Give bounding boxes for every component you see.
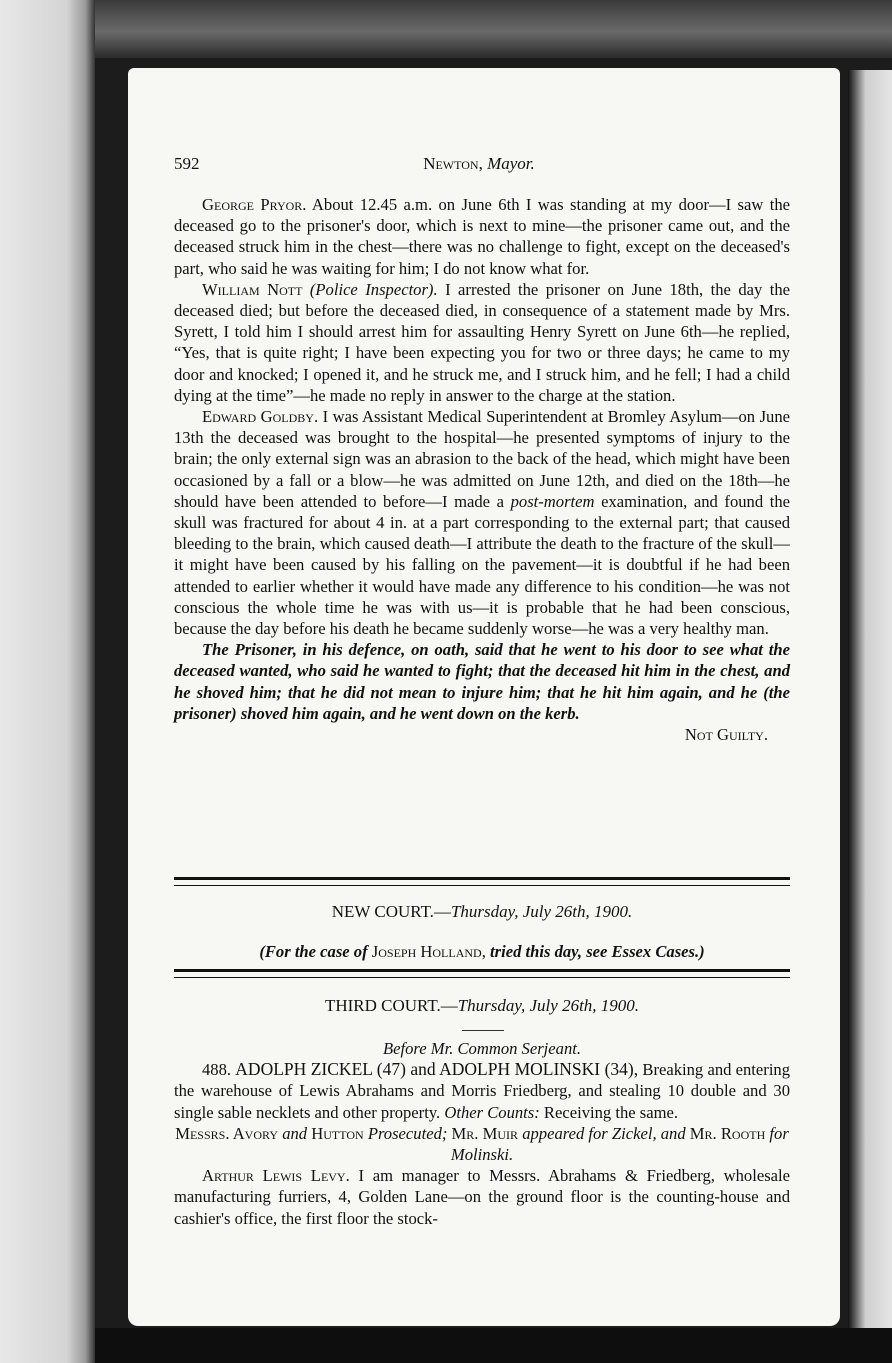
witness-nott: [174, 279, 790, 406]
witness-name: Edward Goldby.: [202, 407, 319, 427]
short-rule: [462, 1030, 504, 1031]
witness-goldby: [174, 406, 790, 639]
witness-testimony: I arrested the prisoner on June 18th, the day the deceased died; but before the deceased died, in consequence of a statement made by Mrs. Syrett, I told him I should arrest him for assaulting Henry Syrett on June 6th—he replied, “Yes, that is quite right; I have been expecting you for two or three days; he came to my door and knocked; I opened it, and he struck me, and I struck him, and he fell; I had a child dying at the time”—he made no reply in answer to the charge at the station.: [174, 279, 791, 405]
scan-margin-left: [0, 0, 95, 1363]
verdict: Not Guilty.: [684, 725, 768, 745]
third-court-heading: THIRD COURT.—Thursday, July 26th, 1900.: [324, 996, 640, 1015]
running-title-role: Mayor.: [487, 154, 535, 173]
court-title: THIRD COURT.: [324, 996, 441, 1015]
facing-page-edge: [848, 70, 892, 1328]
page-number: 592: [174, 154, 200, 173]
running-title-name: Newton: [423, 154, 479, 173]
court-date: Thursday, July 26th, 1900.: [450, 902, 633, 921]
witness-levy: [174, 1165, 790, 1229]
case-number: 488.: [202, 1060, 232, 1080]
section-divider: [174, 877, 790, 886]
court-title: NEW COURT.: [331, 902, 434, 921]
court-date: Thursday, July 26th, 1900.: [457, 996, 640, 1015]
counsel-line: Messrs. Avory and Hutton Prosecuted; Mr. Muir appeared for Zickel, and Mr. Rooth for Molinski.: [175, 1123, 789, 1165]
prisoner-defence: The Prisoner, in his defence, on oath, said that he went to his door to see what the deceased wanted, who said he wanted to fight; that the deceased hit him in the chest, and he shoved him; that he did not mean to injure him; that he hit him again, and he (the prisoner) shoved him again, and he went down on the kerb.: [174, 640, 790, 723]
new-court-heading: NEW COURT.—Thursday, July 26th, 1900.: [331, 902, 633, 921]
witness-pryor: [174, 194, 790, 279]
witness-name: Arthur Lewis Levy.: [202, 1166, 350, 1186]
case-heading: [174, 1059, 790, 1123]
witness-name: George Pryor.: [202, 195, 307, 214]
defendants: ADOLPH ZICKEL (47) and ADOLPH MOLINSKI (34),: [235, 1059, 639, 1080]
newton-case-text: [174, 194, 790, 745]
witness-testimony: I am manager to Messrs. Abrahams & Friedberg, wholesale manufacturing furriers, 4, Golden Lane—on the ground floor is the counting-house and cashier's office, the first floor the stock-: [174, 1166, 790, 1228]
section-divider: [174, 969, 790, 978]
charge: Breaking and entering the warehouse of Lewis Abrahams and Morris Friedberg, and stealing 10 double and 30 single sable necklets and other property.: [174, 1060, 791, 1122]
witness-testimony: About 12.45 a.m. on June 6th I was standing at my door—I saw the deceased go to the prisoner's door, which is next to mine—the prisoner came out, and the deceased struck him in the chest—there was no challenge to fight, except on the deceased's part, who said he was waiting for him; I do not know what for.: [174, 195, 791, 278]
witness-name: William Nott: [202, 279, 303, 299]
other-counts-label: Other Counts:: [444, 1102, 540, 1122]
witness-role: (Police Inspector).: [309, 279, 438, 299]
verdict-line: [174, 724, 790, 745]
scan-margin-top: [95, 0, 892, 58]
third-court-text: [174, 1038, 790, 1229]
scan-margin-bottom: [95, 1328, 892, 1363]
witness-testimony: I was Assistant Medical Superintendent at Bromley Asylum—on June 13th the deceased was brought to the hospital—he presented symptoms of injury to the brain; the only external sign was an abrasion to the back of the head, which might have been occasioned by a fall or a blow—he was admitted on June 12th, and died on the 18th—he should have been attended to before—I made a: [174, 407, 790, 511]
witness-testimony-continued: examination, and found the skull was fractured for about 4 in. at a part corresponding to the external part; that caused bleeding to the brain, which caused death—I attribute the death to the fracture of the skull—it might have been caused by his falling on the pavement—it is doubtful if he had been attended to earlier whether it would have made any difference to his condition—he was not conscious the whole time he was with us—it is probable that he had been conscious, because the day before his death he became suddenly worse—he was a very healthy man.: [174, 491, 791, 639]
presiding-judge: Before Mr. Common Serjeant.: [382, 1039, 582, 1058]
new-court-note: [174, 942, 790, 962]
post-mortem-term: post-mortem: [510, 491, 595, 511]
note-name: Joseph Holland,: [371, 942, 486, 961]
note-prefix: (For the case of: [259, 942, 368, 961]
other-counts-text: Receiving the same.: [543, 1102, 679, 1122]
running-title: Newton, Mayor.: [423, 154, 535, 173]
note-suffix: tried this day, see Essex Cases.): [490, 942, 705, 961]
page-header: [174, 154, 784, 178]
